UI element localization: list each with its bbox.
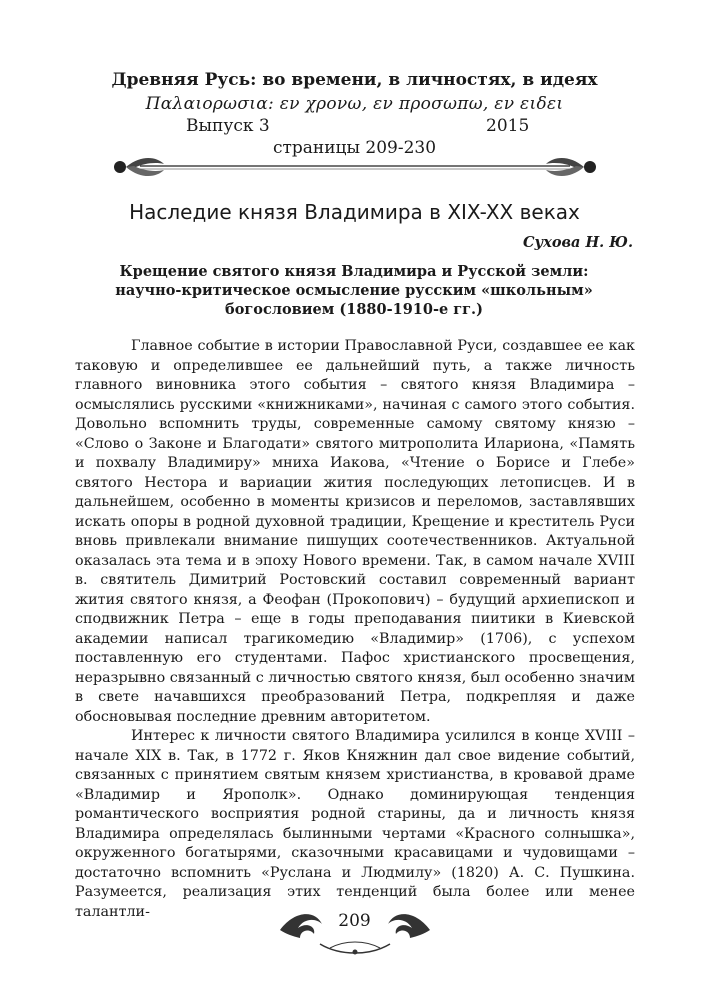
- header-ornament-divider-icon: [100, 150, 610, 184]
- body-paragraph: Интерес к личности святого Владимира усилился в конце XVIII – начале XIX в. Так, в 1772 г. Яков Княжнин дал свое видение событий, связанных с принятием святым князем христианства, в кровавой драме «Владимир и Ярополк». Однако доминирующая тенденция романтического восприятия родной старины, да и личность князя Владимира определялась былинными чертами «Красного солнышка», окруженного богатырями, сказочными красавицами и чудовищами – достаточно вспомнить «Руслана и Людмилу» (1820) А. С. Пушкина. Разумеется, реализация этих тенденций была более или менее талантли-: [75, 728, 635, 920]
- section-heading: Наследие князя Владимира в XIX-XX веках: [129, 200, 580, 224]
- author-name: Сухова Н. Ю.: [522, 234, 633, 251]
- journal-title: Древняя Русь: во времени, в личностях, в идеях: [111, 70, 598, 90]
- journal-greek-subtitle: Παλαιορωσια: εν χρονω, εν προσωπω, εν ειδει: [145, 94, 564, 114]
- article-body: [75, 337, 635, 922]
- issue-year: 2015: [486, 116, 530, 136]
- body-paragraph: Главное событие в истории Православной Руси, создавшее ее как таковую и определившее ее дальнейший путь, а также личность главного виновника этого события – святого князя Владимира – осмыслялись русскими «книжниками», начиная с самого этого события. Довольно вспомнить труды, современные самому святому князю – «Слово о Законе и Благодати» святого митрополита Илариона, «Память и похвалу Владимиру» мниха Иакова, «Чтение о Борисе и Глебе» святого Нестора и вариации жития последующих летописцев. И в дальнейшем, особенно в моменты кризисов и переломов, заставлявших искать опоры в родной духовной традиции, Крещение и креститель Руси вновь привлекали внимание пишущих соотечественников. Актуальной оказалась эта тема и в эпоху Нового времени. Так, в самом начале XVIII в. святитель Димитрий Ростовский составил современный вариант жития святого князя, а Феофан (Прокопович) – будущий архиепископ и сподвижник Петра – еще в годы преподавания пиитики в Киевской академии написал трагикомедию «Владимир» (1706), с успехом поставленную его студентами. Пафос христианского просвещения, неразрывно связанный с личностью святого князя, был особенно значим в свете начавшихся преобразований Петра, подкрепляя и даже обосновывая последние древним авторитетом.: [75, 338, 635, 725]
- page-number: 209: [338, 911, 371, 931]
- issue-label: Выпуск 3: [186, 116, 270, 136]
- page-range: страницы 209-230: [272, 138, 437, 158]
- article-title: Крещение святого князя Владимира и Русской земли: научно-критическое осмысление русским «школьным» богословием (1880-1910-е гг.): [115, 263, 593, 318]
